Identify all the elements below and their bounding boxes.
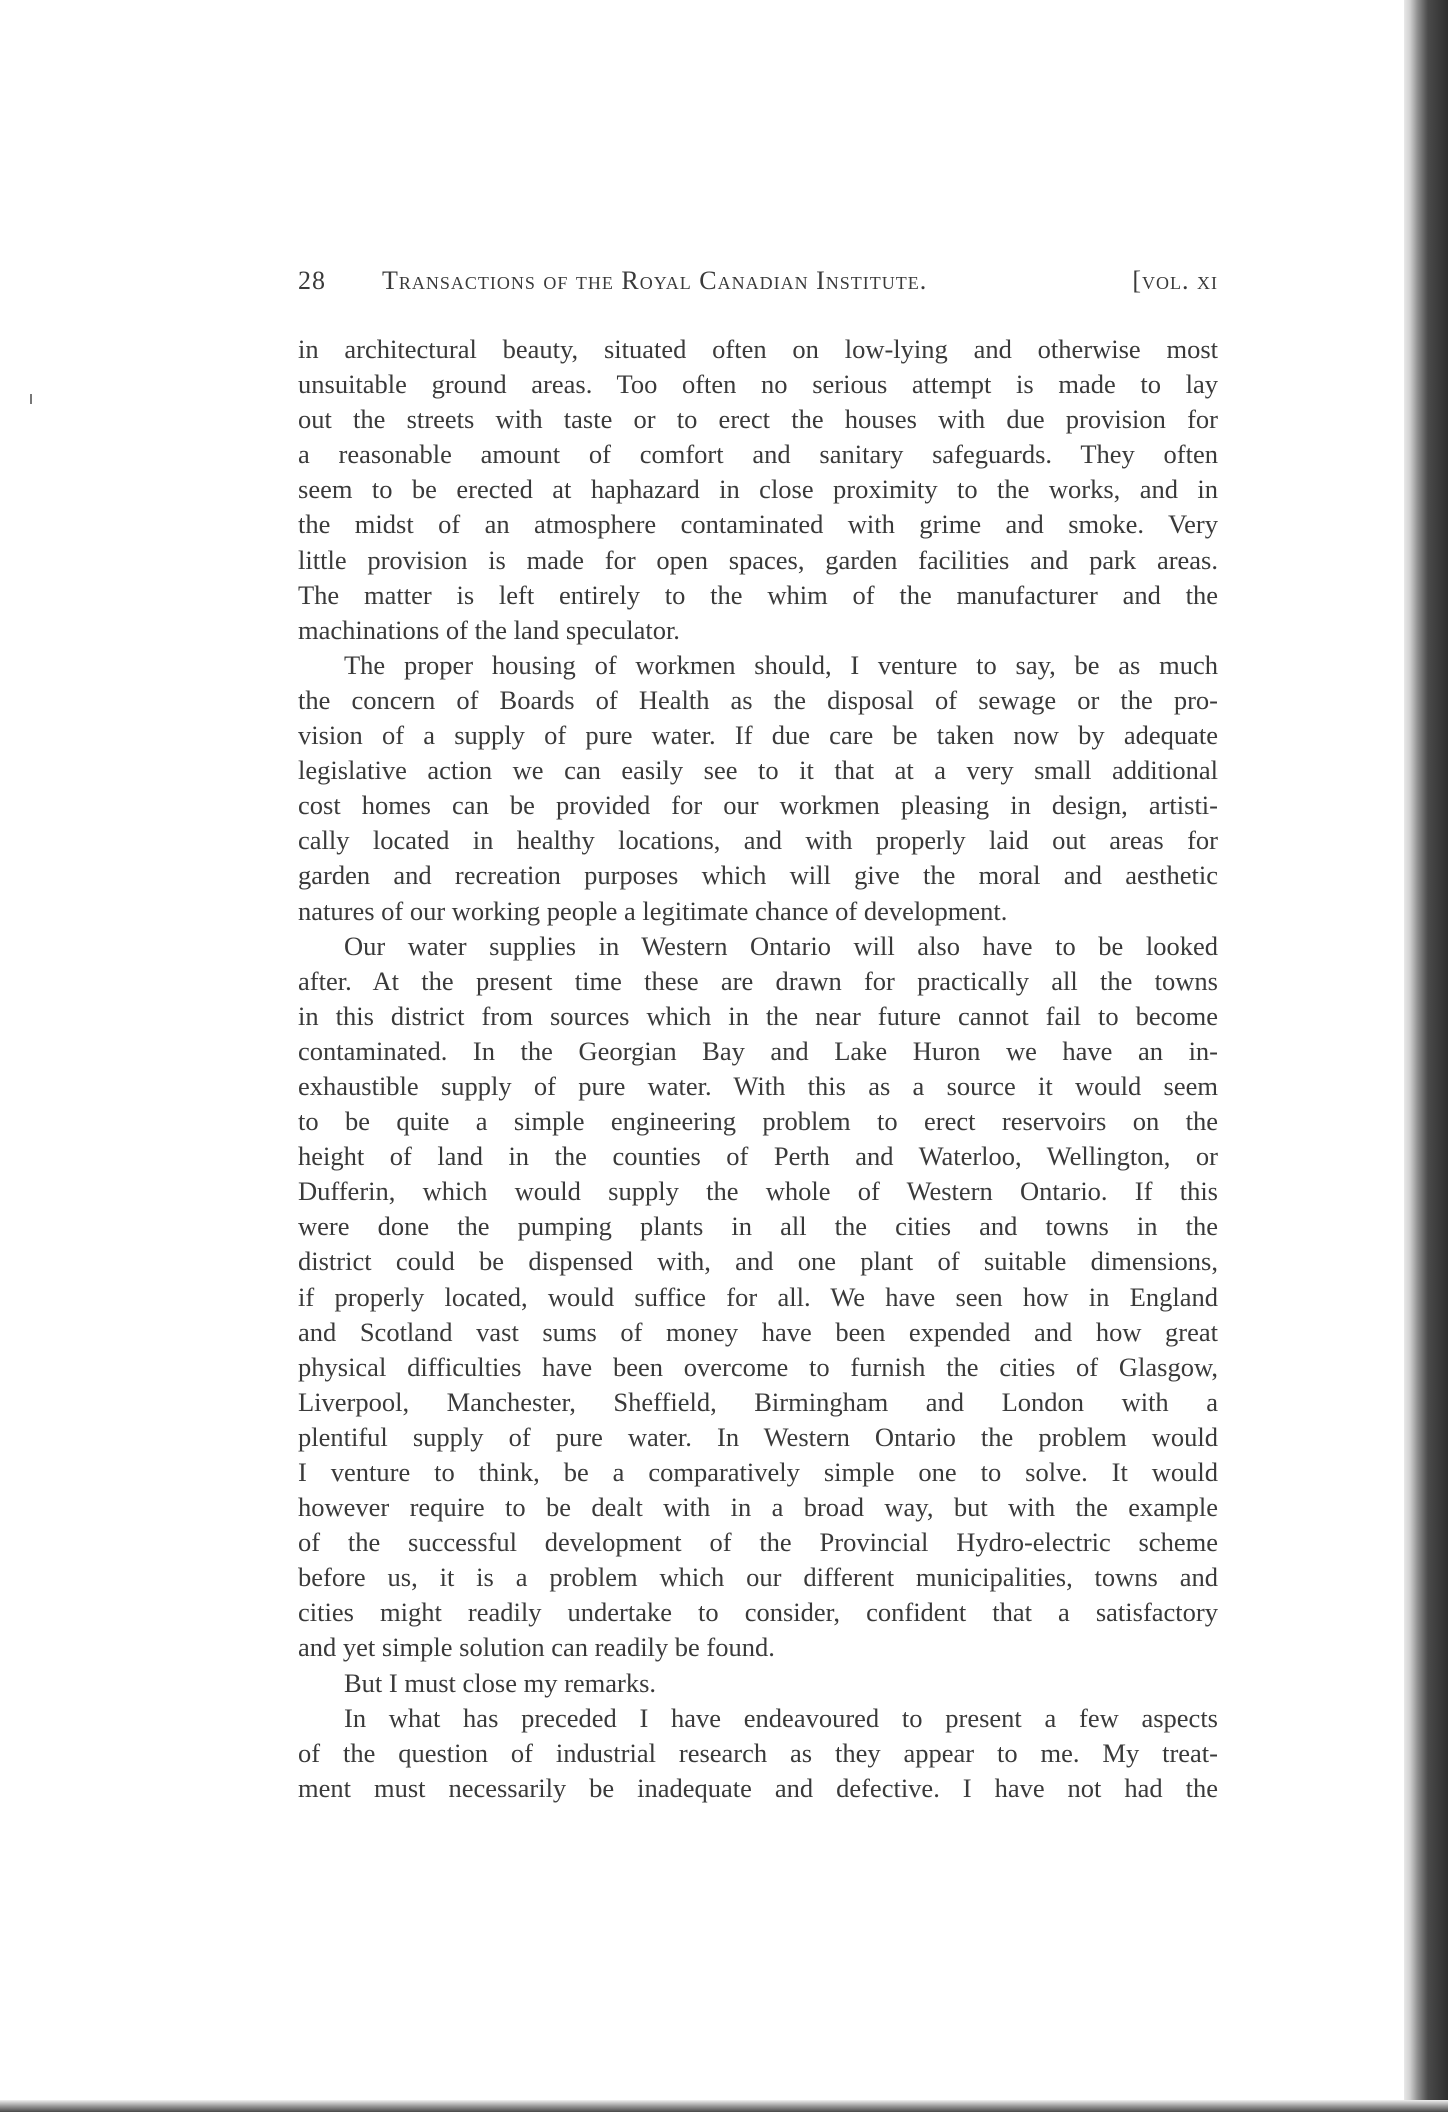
text-line: legislative action we can easily see to it that at a very small additional — [298, 755, 1218, 786]
text-line: cally located in healthy locations, and with properly laid out areas for — [298, 825, 1218, 856]
text-line: vision of a supply of pure water. If due care be taken now by adequate — [298, 720, 1218, 751]
text-line: and Scotland vast sums of money have been expended and how great — [298, 1316, 1218, 1347]
text-line: ment must necessarily be inadequate and defective. I have not had the — [298, 1772, 1218, 1803]
text-line: exhaustible supply of pure water. With this as a source it would seem — [298, 1070, 1218, 1101]
text-line: a reasonable amount of comfort and sanitary safeguards. They often — [298, 439, 1218, 470]
text-line: In what has preceded I have endeavoured to present a few aspects — [344, 1702, 1218, 1733]
text-line: height of land in the counties of Perth and Waterloo, Wellington, or — [298, 1141, 1218, 1172]
text-line: unsuitable ground areas. Too often no serious attempt is made to lay — [298, 369, 1218, 400]
text-line: physical difficulties have been overcome to furnish the cities of Glasgow, — [298, 1351, 1218, 1382]
text-line: however require to be dealt with in a broad way, but with the example — [298, 1492, 1218, 1523]
text-line: of the question of industrial research as they appear to me. My treat- — [298, 1737, 1218, 1768]
text-line: before us, it is a problem which our different municipalities, towns and — [298, 1562, 1218, 1593]
text-line: district could be dispensed with, and one plant of suitable dimensions, — [298, 1246, 1218, 1277]
text-line: contaminated. In the Georgian Bay and Lake Huron we have an in- — [298, 1035, 1218, 1066]
text-line: after. At the present time these are drawn for practically all the towns — [298, 965, 1218, 996]
text-line: the concern of Boards of Health as the disposal of sewage or the pro- — [298, 684, 1218, 715]
text-line: cost homes can be provided for our workmen pleasing in design, artisti- — [298, 790, 1218, 821]
text-line: Dufferin, which would supply the whole of Western Ontario. If this — [298, 1176, 1218, 1207]
text-line: natures of our working people a legitimate chance of development. — [298, 895, 1008, 926]
text-line: Liverpool, Manchester, Sheffield, Birmingham and London with a — [298, 1386, 1218, 1417]
text-line: in architectural beauty, situated often on low-lying and otherwise most — [298, 334, 1218, 364]
text-line: were done the pumping plants in all the cities and towns in the — [298, 1211, 1218, 1242]
text-line: seem to be erected at haphazard in close proximity to the works, and in — [298, 474, 1218, 505]
text-line: garden and recreation purposes which will give the moral and aesthetic — [298, 860, 1218, 891]
text-line: and yet simple solution can readily be found. — [298, 1632, 775, 1663]
volume-label: [vol. xi — [1132, 266, 1218, 295]
text-line: of the successful development of the Provincial Hydro-electric scheme — [298, 1527, 1218, 1558]
text-line: to be quite a simple engineering problem to erect reservoirs on the — [298, 1106, 1218, 1137]
text-line: if properly located, would suffice for all. We have seen how in England — [298, 1281, 1218, 1312]
text-line: the midst of an atmosphere contaminated with grime and smoke. Very — [298, 509, 1218, 540]
text-line: out the streets with taste or to erect the houses with due provision for — [298, 404, 1218, 435]
scan-bottom-edge — [0, 2100, 1448, 2112]
text-line: The proper housing of workmen should, I venture to say, be as much — [344, 649, 1218, 680]
text-line: Our water supplies in Western Ontario will also have to be looked — [344, 930, 1218, 961]
text-line: machinations of the land speculator. — [298, 614, 680, 645]
text-line: But I must close my remarks. — [344, 1667, 657, 1698]
running-header — [298, 263, 1218, 299]
text-line: in this district from sources which in the near future cannot fail to become — [298, 1000, 1218, 1031]
journal-title: Transactions of the Royal Canadian Institute. — [382, 266, 928, 295]
text-line: I venture to think, be a comparatively simple one to solve. It would — [298, 1457, 1218, 1487]
text-line: plentiful supply of pure water. In Western Ontario the problem would — [298, 1421, 1218, 1452]
page-number: 28 — [298, 266, 326, 295]
scan-right-edge — [1404, 0, 1448, 2112]
text-line: little provision is made for open spaces, garden facilities and park areas. — [298, 544, 1218, 575]
margin-speck — [30, 394, 32, 404]
text-line: cities might readily undertake to consider, confident that a satisfactory — [298, 1597, 1218, 1628]
text-line: The matter is left entirely to the whim of the manufacturer and the — [298, 579, 1218, 610]
body-text — [298, 332, 1218, 1806]
